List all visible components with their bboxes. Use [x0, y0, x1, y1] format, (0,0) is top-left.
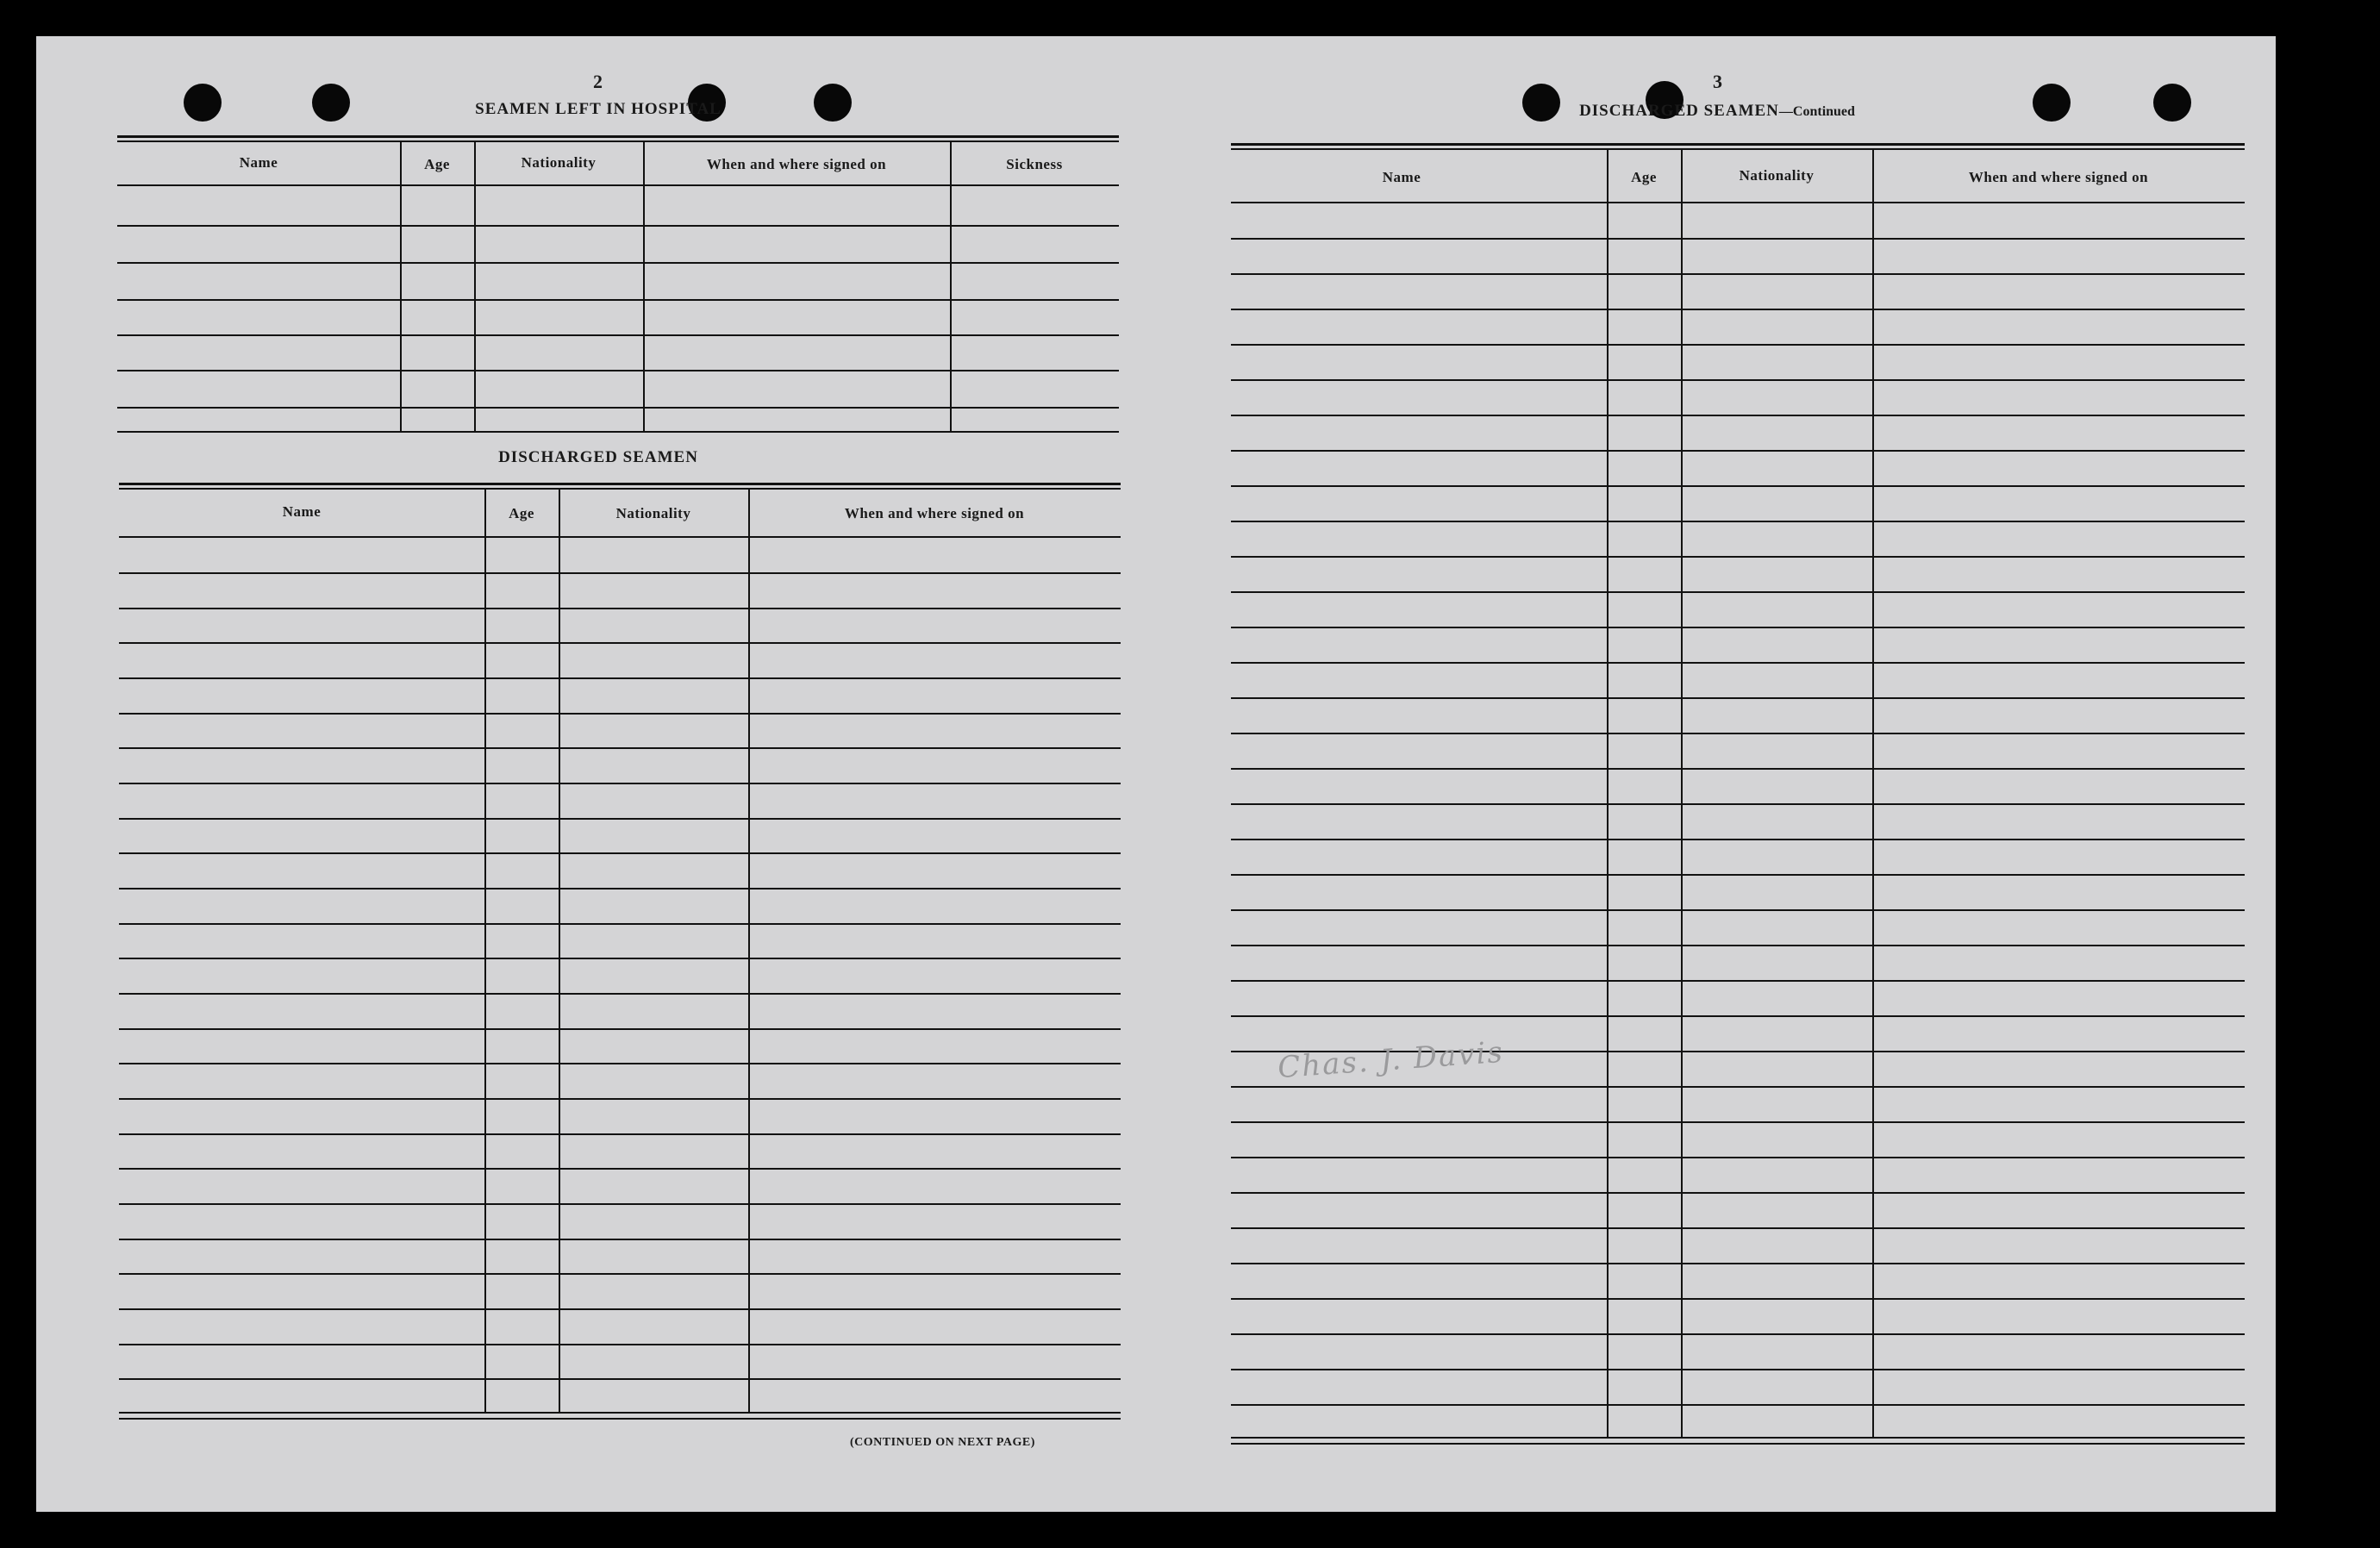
discharged-table-right [1231, 143, 2245, 1488]
page-number-right: 3 [1713, 71, 1722, 92]
col-header-nationality: Nationality [521, 154, 597, 171]
discharged-continued-title [1562, 102, 1872, 121]
form-sheet [36, 36, 2276, 1512]
continued-note: (CONTINUED ON NEXT PAGE) [850, 1436, 1035, 1449]
continued-suffix: —Continued [1778, 104, 1855, 119]
col-header-name: Name [239, 154, 278, 171]
col-header-nationality: Nationality [615, 505, 691, 521]
punch-hole [184, 84, 222, 122]
hospital-section-title: SEAMEN LEFT IN HOSPITAL [475, 100, 721, 118]
punch-hole [1522, 84, 1560, 122]
col-header-age: Age [1631, 169, 1657, 185]
handwritten-signature: Chas. J. Davis [1276, 1034, 1505, 1086]
col-header-age: Age [509, 505, 534, 521]
punch-hole [814, 84, 852, 122]
col-header-signed-on: When and where signed on [1968, 169, 2149, 185]
col-header-nationality: Nationality [1739, 167, 1815, 184]
punch-hole [2033, 84, 2071, 122]
col-header-sickness: Sickness [1006, 156, 1063, 172]
col-header-age: Age [424, 156, 450, 172]
col-header-name: Name [282, 503, 322, 520]
punch-hole [2153, 84, 2191, 122]
page-number-left: 2 [593, 71, 603, 92]
discharged-table-left [119, 483, 1121, 1482]
col-header-signed-on: When and where signed on [706, 156, 887, 172]
col-header-signed-on: When and where signed on [844, 505, 1025, 521]
hospital-table [117, 135, 1119, 471]
section-title-text: DISCHARGED SEAMEN [1579, 102, 1779, 120]
punch-hole [312, 84, 350, 122]
col-header-name: Name [1382, 169, 1421, 185]
discharged-section-title: DISCHARGED SEAMEN [498, 448, 698, 466]
